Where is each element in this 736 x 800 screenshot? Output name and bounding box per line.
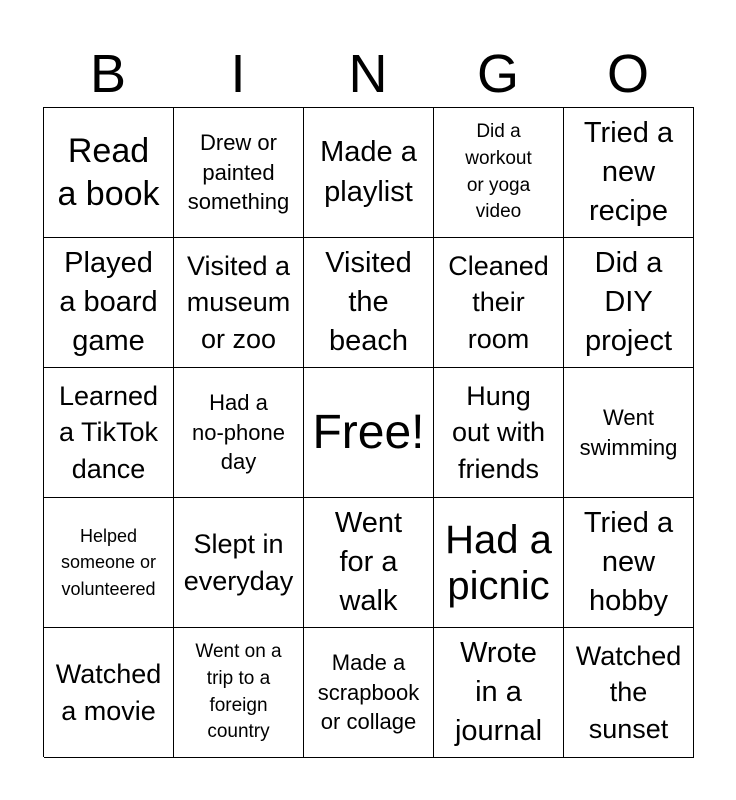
cell-text: Tried a new recipe [583, 116, 674, 228]
bingo-cell[interactable] [564, 238, 694, 368]
cell-text: Cleaned their room [448, 250, 549, 354]
cell-text: Tried a new hobby [583, 506, 674, 618]
bingo-cell[interactable] [304, 628, 434, 758]
cell-text: Went on a trip to a foreign country [195, 641, 282, 743]
bingo-cell[interactable] [174, 108, 304, 238]
bingo-cell[interactable] [174, 368, 304, 498]
cell-text: Drew or painted something [187, 129, 290, 215]
cell-text: Wrote in a journal [454, 636, 543, 748]
free-space-cell[interactable] [304, 368, 434, 498]
cell-text: Visited the beach [325, 246, 412, 358]
bingo-cell[interactable] [44, 368, 174, 498]
bingo-cell[interactable] [434, 238, 564, 368]
free-space-text: Free! [312, 405, 425, 459]
cell-text: Helped someone or volunteered [60, 526, 157, 599]
bingo-cell[interactable] [44, 108, 174, 238]
cell-text: Visited a museum or zoo [186, 250, 291, 354]
bingo-grid [43, 107, 694, 757]
cell-text: Watched a movie [55, 659, 162, 726]
header-letter-n: N [348, 44, 388, 104]
cell-text: Went for a walk [334, 506, 403, 618]
bingo-header [43, 40, 693, 108]
header-letter-g: G [476, 44, 519, 104]
cell-text: Had a picnic [445, 517, 552, 608]
bingo-cell[interactable] [434, 498, 564, 628]
bingo-cell[interactable] [174, 238, 304, 368]
bingo-cell[interactable] [434, 628, 564, 758]
cell-text: Did a DIY project [584, 246, 673, 358]
cell-text: Learned a TikTok dance [58, 380, 159, 484]
bingo-cell[interactable] [44, 498, 174, 628]
header-letter-o: O [606, 44, 649, 104]
cell-text: Did a workout or yoga video [465, 121, 532, 223]
bingo-cell[interactable] [434, 108, 564, 238]
cell-text: Watched the sunset [575, 640, 682, 744]
cell-text: Made a scrapbook or collage [317, 649, 420, 735]
bingo-cell[interactable] [304, 498, 434, 628]
bingo-cell[interactable] [434, 368, 564, 498]
bingo-cell[interactable] [44, 628, 174, 758]
cell-text: Hung out with friends [451, 380, 546, 484]
cell-text: Went swimming [579, 404, 678, 460]
bingo-cell[interactable] [564, 498, 694, 628]
cell-text: Made a playlist [320, 136, 417, 208]
cell-text: Had a no-phone day [192, 389, 285, 475]
bingo-cell[interactable] [174, 628, 304, 758]
bingo-cell[interactable] [304, 238, 434, 368]
bingo-cell[interactable] [564, 108, 694, 238]
cell-text: Read a book [57, 132, 160, 213]
cell-text: Played a board game [59, 246, 158, 358]
header-letter-b: B [89, 44, 127, 104]
bingo-cell[interactable] [44, 238, 174, 368]
bingo-cell[interactable] [564, 628, 694, 758]
bingo-cell[interactable] [304, 108, 434, 238]
cell-text: Slept in everyday [183, 529, 294, 596]
bingo-cell[interactable] [564, 368, 694, 498]
bingo-cell[interactable] [174, 498, 304, 628]
header-letter-i: I [230, 44, 246, 104]
